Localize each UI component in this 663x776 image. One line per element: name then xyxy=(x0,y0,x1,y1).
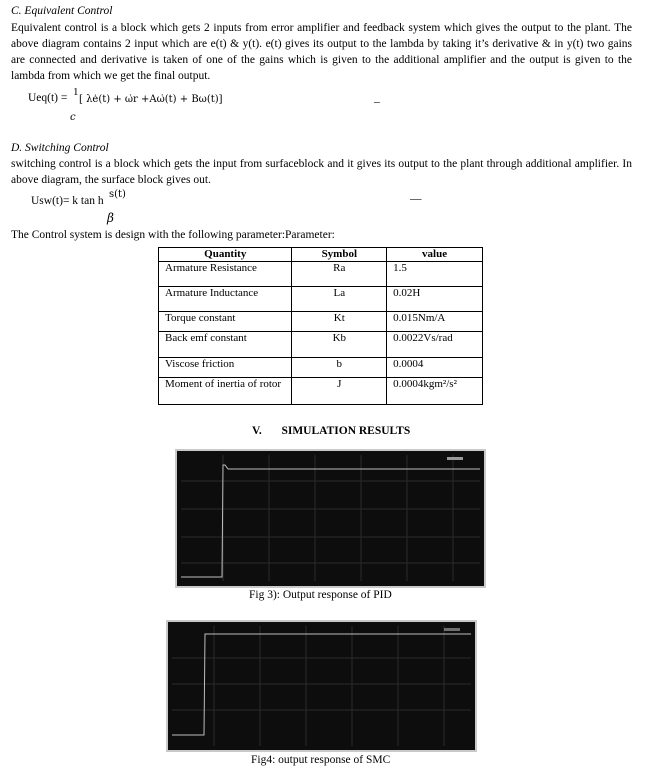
cell-value: 0.0022Vs/rad xyxy=(387,332,483,358)
fig3-caption: Fig 3): Output response of PID xyxy=(249,589,392,601)
table-row xyxy=(159,287,483,312)
parameter-table xyxy=(158,247,483,405)
section-c-heading: C. Equivalent Control xyxy=(11,5,113,17)
cell-quantity: Moment of inertia of rotor xyxy=(159,378,292,405)
equation-ueq xyxy=(28,92,67,104)
section-c-paragraph: Equivalent control is a block which gets 2 inputs from error amplifier and feedback system which gives the output to the plant. The above diagram contains 2 input which are e(t) & y(t). e(t) gives its output to the lambda by taking it’s derivative & in y(t) two gains are connected and derivative is taken of one of the gains which is given to the additional amplifier and the output is given to the lambda from which we get the final output. xyxy=(11,22,632,82)
eq-ueq-rhs: [ λė(t) + ω̇r +Aω̇(t) + Bω(t)] xyxy=(79,94,223,105)
eq-usw-lhs: Usw(t)= k tan h xyxy=(31,195,104,207)
fig4-plot-svg xyxy=(168,622,475,750)
section-v-title: SIMULATION RESULTS xyxy=(281,425,411,437)
section-d-paragraph: switching control is a block which gets the input from surfaceblock and it gives its output to the plant through additional amplifier. In above diagram, the surface block gives out. xyxy=(11,158,632,186)
cell-quantity: Armature Resistance xyxy=(159,262,292,287)
eq-ueq-lhs: Ueq(t) = xyxy=(28,92,68,104)
cell-quantity: Armature Inductance xyxy=(159,287,292,312)
table-row xyxy=(159,378,483,405)
fig3-plot-svg xyxy=(177,451,484,586)
cell-symbol: J xyxy=(292,378,387,405)
eq-usw-numerator: s(t) xyxy=(109,189,126,200)
cell-value: 0.0004 xyxy=(387,358,483,378)
section-v-number: V. xyxy=(252,425,262,437)
eq-ueq-denominator: c xyxy=(70,112,76,123)
eq-usw-tag: — xyxy=(410,193,422,205)
table-row xyxy=(159,358,483,378)
eq-ueq-tag: – xyxy=(374,96,380,108)
table-row xyxy=(159,312,483,332)
fig3-legend-marker xyxy=(447,457,463,460)
cell-symbol: La xyxy=(292,287,387,312)
cell-symbol: Ra xyxy=(292,262,387,287)
cell-quantity: Torque constant xyxy=(159,312,292,332)
fig3-scope-plot xyxy=(175,449,486,588)
table-row xyxy=(159,332,483,358)
cell-value: 1.5 xyxy=(387,262,483,287)
header-value: value xyxy=(387,248,483,262)
eq-usw-denominator: β xyxy=(107,211,114,225)
cell-value: 0.015Nm/A xyxy=(387,312,483,332)
fig4-scope-plot xyxy=(166,620,477,752)
parameter-intro: The Control system is design with the following parameter:Parameter: xyxy=(11,229,335,241)
cell-symbol: Kt xyxy=(292,312,387,332)
cell-quantity: Back emf constant xyxy=(159,332,292,358)
table-header-row xyxy=(159,248,483,262)
cell-symbol: b xyxy=(292,358,387,378)
cell-value: 0.02H xyxy=(387,287,483,312)
eq-ueq-numerator: 1 xyxy=(73,86,79,98)
fig4-legend-marker xyxy=(444,628,460,631)
cell-symbol: Kb xyxy=(292,332,387,358)
header-symbol: Symbol xyxy=(292,248,387,262)
cell-quantity: Viscose friction xyxy=(159,358,292,378)
section-d-heading: D. Switching Control xyxy=(11,142,109,154)
section-v-heading xyxy=(252,425,410,437)
fig4-caption: Fig4: output response of SMC xyxy=(251,754,391,766)
header-quantity: Quantity xyxy=(159,248,292,262)
cell-value: 0.0004kgm²/s² xyxy=(387,378,483,405)
table-row xyxy=(159,262,483,287)
